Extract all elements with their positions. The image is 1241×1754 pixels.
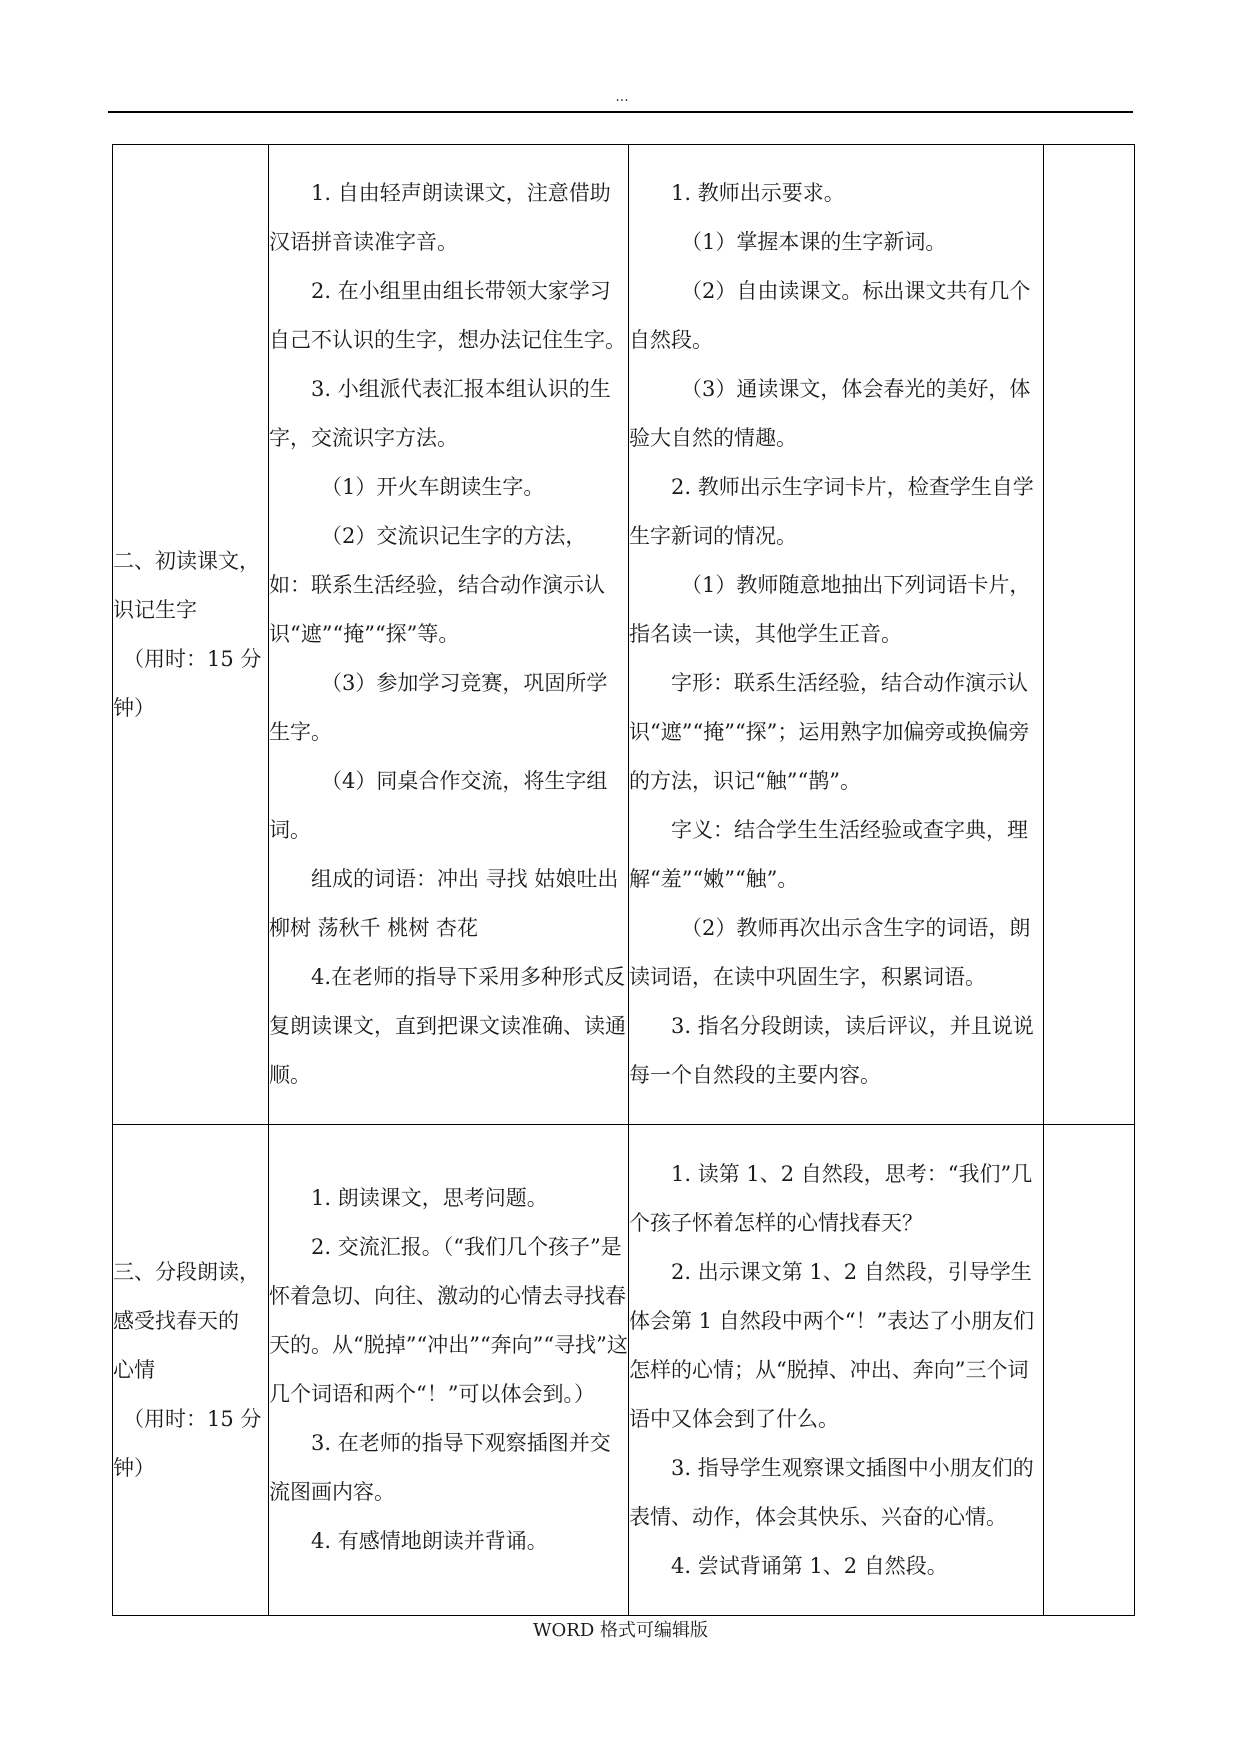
teacher-paragraph: 2. 教师出示生字词卡片，检查学生自学生字新词的情况。 [629,475,1034,548]
student-paragraph: 3. 小组派代表汇报本组认识的生字，交流识字方法。 [269,377,611,450]
teacher-paragraph: （1）教师随意地抽出下列词语卡片，指名读一读，其他学生正音。 [629,573,1031,646]
table-row [113,1125,1135,1616]
teacher-paragraph: （3）通读课文，体会春光的美好，体验大自然的情趣。 [629,377,1031,450]
student-paragraph: 1. 朗读课文，思考问题。 [311,1186,548,1210]
stage-line: （用时：15 分 [123,646,262,671]
teacher-paragraph: 3. 指名分段朗读，读后评议，并且说说每一个自然段的主要内容。 [629,1014,1034,1087]
teacher-paragraph: 3. 指导学生观察课文插图中小朋友们的表情、动作，体会其快乐、兴奋的心情。 [629,1455,1034,1529]
stage-line: 三、分段朗读， [113,1259,260,1284]
header-rule [108,111,1133,113]
student-paragraph: （1）开火车朗读生字。 [321,475,545,499]
stage-line: 感受找春天的 [113,1308,239,1333]
stage-cell [113,145,269,1125]
teacher-paragraph: 字形：联系生活经验，结合动作演示认识“遮”“掩”“探”；运用熟字加偏旁或换偏旁的方法，识记“触”“鹊”。 [629,671,1030,793]
teacher-paragraph: 1. 读第 1、2 自然段，思考：“我们”几个孩子怀着怎样的心情找春天？ [629,1161,1033,1235]
teacher-paragraph: （2）教师再次出示含生字的词语，朗读词语，在读中巩固生字，积累词语。 [629,916,1031,989]
notes-cell [1044,1125,1135,1616]
notes-cell [1044,145,1135,1125]
student-paragraph: （2）交流识记生字的方法，如：联系生活经验，结合动作演示认识“遮”“掩”“探”等。 [269,524,605,646]
teacher-activity-cell [629,145,1044,1125]
student-paragraph: （4）同桌合作交流，将生字组词。 [269,769,608,842]
stage-line: 识记生字 [113,597,197,622]
header-dots: ... [615,89,629,105]
teacher-paragraph: 4. 尝试背诵第 1、2 自然段。 [671,1553,948,1578]
stage-line: （用时：15 分 [123,1406,262,1431]
student-paragraph: 组成的词语：冲出 寻找 姑娘吐出 柳树 荡秋千 桃树 杏花 [269,867,619,940]
student-paragraph: 2. 在小组里由组长带领大家学习自己不认识的生字，想办法记住生字。 [269,279,626,352]
student-activity-cell [269,1125,629,1616]
student-paragraph: （3）参加学习竞赛，巩固所学生字。 [269,671,608,744]
student-paragraph: 4.在老师的指导下采用多种形式反复朗读课文，直到把课文读准确、读通顺。 [269,965,626,1087]
stage-line: 心情 [113,1357,155,1382]
teacher-activity-cell [629,1125,1044,1616]
student-paragraph: 1. 自由轻声朗读课文，注意借助汉语拼音读准字音。 [269,181,611,254]
lesson-plan-table [112,144,1135,1616]
teacher-paragraph: 2. 出示课文第 1、2 自然段，引导学生体会第 1 自然段中两个“！”表达了小朋友们怎样的心情；从“脱掉、冲出、奔向”三个词语中又体会到了什么。 [629,1259,1035,1431]
stage-cell [113,1125,269,1616]
teacher-paragraph: （1）掌握本课的生字新词。 [681,230,947,254]
table-row [113,145,1135,1125]
teacher-paragraph: 1. 教师出示要求。 [671,181,845,205]
student-paragraph: 2. 交流汇报。（“我们几个孩子”是怀着急切、向往、激动的心情去寻找春天的。从“脱掉”“冲出”“奔向”“寻找”这几个词语和两个“！”可以体会到。） [269,1235,628,1406]
teacher-paragraph: 字义：结合学生生活经验或查字典，理解“羞”“嫩”“触”。 [629,818,1028,891]
student-paragraph: 3. 在老师的指导下观察插图并交流图画内容。 [269,1431,611,1504]
stage-line: 钟） [113,695,155,720]
footer-text: WORD 格式可编辑版 [533,1620,708,1641]
stage-line: 二、初读课文， [113,548,260,573]
teacher-paragraph: （2）自由读课文。标出课文共有几个自然段。 [629,279,1031,352]
student-paragraph: 4. 有感情地朗读并背诵。 [311,1529,548,1553]
student-activity-cell [269,145,629,1125]
stage-line: 钟） [113,1455,155,1480]
